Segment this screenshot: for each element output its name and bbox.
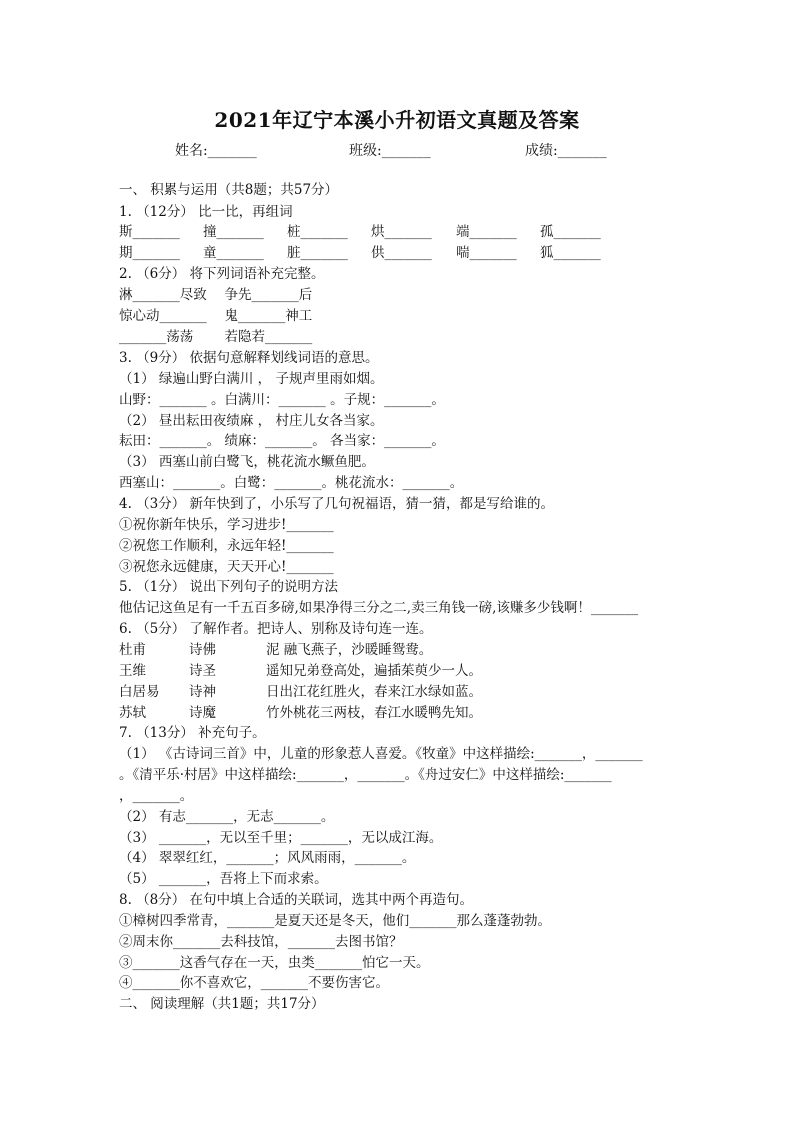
idiom-line: 淋_______尽致 争先_______后 [119,287,313,303]
poem-verse: 日出江花红胜火，春来江水绿如蓝。 [266,684,482,700]
poem-verse: 竹外桃花三两枝，春江水暖鸭先知。 [266,705,482,721]
answer-line: 山野：_______ 。白满川：_______ 。子规：_______。 [119,392,445,408]
poet-name: 白居易 [119,684,160,700]
poem-line: （3） 西塞山前白鹭飞，桃花流水鳜鱼肥。 [119,454,375,470]
section-1-heading: 一、 积累与运用（共8题；共57分） [119,182,339,198]
blessing-line: ②祝您工作顺利，永远年轻!_______ [119,538,334,554]
idiom-line: 惊心动_______ 鬼_______神工 [119,308,313,324]
poem-line: （1） 绿遍山野白满川 ， 子规声里雨如烟。 [119,371,384,387]
fill-line: （5） _______，吾将上下而求索。 [119,871,328,887]
blessing-line: ③祝您永远健康，天天开心!_______ [119,559,334,575]
word-pair: 喘_______ [456,245,517,261]
fill-line: （2） 有志_______，无志_______。 [119,809,335,825]
poet-name: 王维 [119,663,146,679]
question-2: 2. （6分） 将下列词语补充完整。 [119,266,325,282]
word-pair: 童_______ [203,245,264,261]
word-pair: 狐_______ [540,245,601,261]
question-4: 4. （3分） 新年快到了，小乐写了几句祝福语，猜一猜，都是写给谁的。 [119,496,555,512]
poet-alias: 诗圣 [189,663,216,679]
idiom-line: _______荡荡 若隐若_______ [119,329,313,345]
fill-line: 。《清平乐·村居》中这样描绘:_______，_______。《舟过安仁》中这样描绘:_______ [119,767,612,783]
word-pair: 供_______ [371,245,432,261]
conjunction-line: ②周末你_______去科技馆，_______去图书馆？ [119,934,403,950]
word-pair: 端_______ [456,224,517,240]
word-pair: 烘_______ [371,224,432,240]
fill-line: ，_______。 [119,788,194,804]
conjunction-line: ③_______这香气存在一天，虫类_______怕它一天。 [119,955,430,971]
word-pair: 桩_______ [287,224,348,240]
answer-line: 耘田：_______。 绩麻：_______。 各当家：_______。 [119,433,445,449]
fill-line: （4） 翠翠红红，_______；风风雨雨，_______。 [119,850,416,866]
poet-name: 苏轼 [119,705,146,721]
question-3: 3. （9分） 依据句意解释划线词语的意思。 [119,350,379,366]
poet-alias: 诗神 [189,684,216,700]
word-pair: 撞_______ [203,224,264,240]
word-pair: 脏_______ [287,245,348,261]
question-8: 8. （8分） 在句中填上合适的关联词，选其中两个再造句。 [119,892,474,908]
name-field: 姓名:_______ [175,143,257,159]
conjunction-line: ④_______你不喜欢它，_______不要伤害它。 [119,975,389,991]
question-7: 7. （13分） 补充句子。 [119,725,266,741]
fill-line: （3） _______，无以至千里；_______，无以成江海。 [119,830,443,846]
answer-line: 西塞山：_______。白鹭：_______。桃花流水：_______。 [119,475,464,491]
blessing-line: ①祝你新年快乐，学习进步!_______ [119,517,334,533]
sentence-line: 他估记这鱼足有一千五百多磅,如果净得三分之二,卖三角钱一磅,该赚多少钱啊！_______ [119,600,639,616]
poem-verse: 泥 融飞燕子，沙暖睡鸳鸯。 [266,642,433,658]
section-2-heading: 二、 阅读理解（共1题；共17分） [119,996,325,1012]
poet-alias: 诗魔 [189,705,216,721]
conjunction-line: ①樟树四季常青，_______是夏天还是冬天，他们_______那么蓬蓬勃勃。 [119,913,551,929]
word-pair: 孤_______ [540,224,601,240]
word-pair: 期_______ [119,245,180,261]
page-title: 2021年辽宁本溪小升初语文真题及答案 [214,108,580,132]
class-field: 班级:_______ [349,143,431,159]
score-field: 成绩:_______ [525,143,607,159]
poem-line: （2） 昼出耘田夜绩麻 ， 村庄儿女各当家。 [119,413,384,429]
word-pair: 斯_______ [119,224,180,240]
poem-verse: 遥知兄弟登高处，遍插茱萸少一人。 [266,663,482,679]
poet-alias: 诗佛 [189,642,216,658]
question-5: 5. （1分） 说出下列句子的说明方法 [119,579,339,595]
fill-line: （1） 《古诗词三首》中，儿童的形象惹人喜爱。《牧童》中这样描绘:_______，_______ [119,746,643,762]
question-1: 1. （12分） 比一比，再组词 [119,204,293,220]
poet-name: 杜甫 [119,642,146,658]
question-6: 6. （5分） 了解作者。把诗人、别称及诗句连一连。 [119,621,433,637]
